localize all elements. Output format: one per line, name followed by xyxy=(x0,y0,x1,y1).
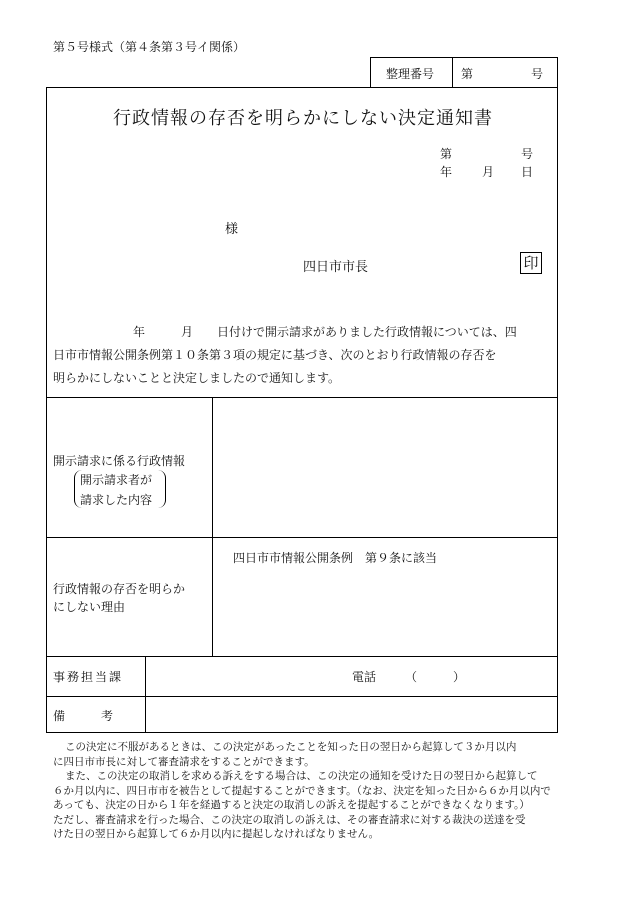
body-year: 年 xyxy=(133,325,146,339)
doc-number-go: 号 xyxy=(521,147,534,161)
requested-info-sub1: 開示請求者が xyxy=(80,473,153,487)
body-month: 月 xyxy=(181,325,194,339)
date-year: 年 xyxy=(440,165,453,179)
note-line-3: また、この決定の取消しを求める訴えをする場合は、この決定の通知を受けた日の翌日から起算して xyxy=(65,770,538,782)
body-line1: 日付けで開示請求がありました行政情報については、四 xyxy=(217,325,517,339)
body-line3: 明らかにしないことと決定しましたので通知します。 xyxy=(53,371,341,385)
remarks-field[interactable] xyxy=(147,698,556,731)
date-day: 日 xyxy=(521,165,534,179)
doc-number-dai: 第 xyxy=(440,147,453,161)
body-paragraph xyxy=(53,321,558,390)
reason-label-line1: 行政情報の存否を明らか xyxy=(53,582,186,596)
addressee-suffix: 様 xyxy=(225,222,239,237)
reference-dai: 第 xyxy=(461,67,474,81)
note-line-5: あっても、決定の日から１年を経過すると決定の取消しの訴えを提起することができなくなります。） xyxy=(53,799,530,811)
document-title: 行政情報の存否を明らかにしない決定通知書 xyxy=(113,108,493,129)
phone-parentheses: （ ） xyxy=(405,670,466,684)
note-line-4: ６か月以内に、四日市市を被告として提起することができます。（なお、決定を知った日から６か月以内で xyxy=(53,784,551,797)
reference-go: 号 xyxy=(531,67,544,81)
reason-label-line2: にしない理由 xyxy=(53,600,126,614)
office-label: 事務担当課 xyxy=(53,670,124,684)
note-line-1: この決定に不服があるときは、この決定があったことを知った日の翌日から起算して３か月以内 xyxy=(65,741,517,753)
body-line2: 日市市情報公開条例第１０条第３項の規定に基づき、次のとおり行政情報の存否を xyxy=(53,348,497,362)
legal-notes xyxy=(53,740,603,842)
remarks-label: 備 考 xyxy=(53,709,114,723)
requested-info-sub2: 請求した内容 xyxy=(80,493,153,507)
note-line-2: に四日市市長に対して審査請求をすることができます。 xyxy=(53,755,315,768)
phone-label: 電話 xyxy=(352,670,377,684)
note-line-7: けた日の翌日から起算して６か月以内に提起しなければなりません。 xyxy=(53,828,380,840)
seal-stamp: 印 xyxy=(520,252,542,274)
date-month: 月 xyxy=(482,165,495,179)
note-line-6: ただし、審査請求を行った場合、この決定の取消しの訴えは、その審査請求に対する裁決の送達を受 xyxy=(53,813,526,826)
requested-info-label: 開示請求に係る行政情報 xyxy=(53,454,186,468)
reason-value: 四日市市情報公開条例 第９条に該当 xyxy=(233,551,438,565)
issuer-name: 四日市市長 xyxy=(303,260,369,275)
requested-info-field[interactable] xyxy=(214,399,556,536)
form-label: 第５号様式（第４条第３号イ関係） xyxy=(53,40,246,54)
reference-number-label: 整理番号 xyxy=(386,67,435,81)
